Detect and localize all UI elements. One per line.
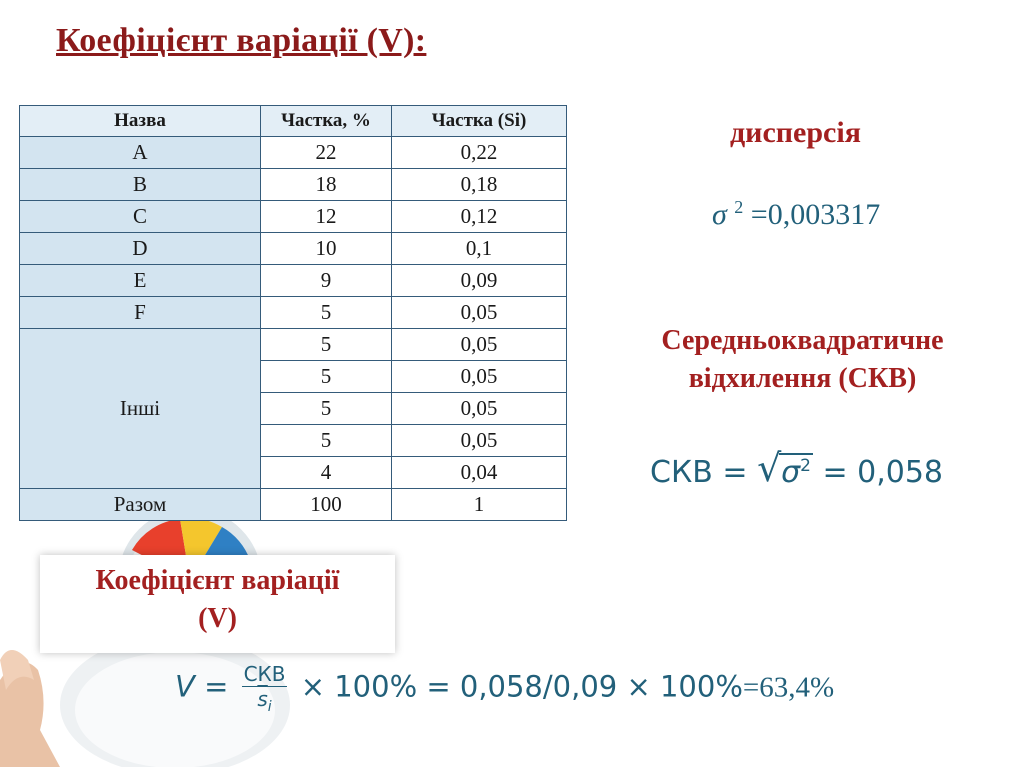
table-row	[20, 201, 567, 233]
coef-var-expression: × 100% = 0,058/0,09 × 100%	[300, 669, 743, 704]
table-cell: Разом	[20, 489, 261, 521]
std-dev-label-line2: відхилення (СКВ)	[688, 363, 917, 394]
table-cell: 5	[261, 329, 392, 361]
table-cell: 5	[261, 393, 392, 425]
table-cell: 0,05	[392, 297, 567, 329]
table-cell: 5	[261, 361, 392, 393]
column-header: Частка (Si)	[392, 106, 567, 137]
radical-icon: √	[757, 446, 782, 490]
sigma-symbol: σ	[781, 455, 801, 490]
table-cell: 0,09	[392, 265, 567, 297]
table-cell: 5	[261, 425, 392, 457]
table-cell: 0,05	[392, 361, 567, 393]
coef-var-label-line2: (V)	[198, 603, 237, 634]
variance-label: дисперсія	[730, 116, 861, 149]
table-total-row	[20, 489, 567, 521]
table-cell: C	[20, 201, 261, 233]
table-cell: 9	[261, 265, 392, 297]
table-cell: A	[20, 137, 261, 169]
variance-value: =0,003317	[750, 198, 881, 231]
std-dev-label-line1: Середньоквадратичне	[661, 325, 944, 356]
table-cell: 0,05	[392, 393, 567, 425]
table-cell: 0,18	[392, 169, 567, 201]
coef-var-result: =63,4%	[742, 671, 835, 704]
page-title: Коефіцієнт варіації (V):	[56, 22, 427, 59]
std-dev-value: = 0,058	[822, 455, 944, 490]
coef-var-label	[40, 562, 395, 638]
table-cell: 5	[261, 297, 392, 329]
table-cell: 100	[261, 489, 392, 521]
equals-sign: =	[204, 669, 229, 704]
table-cell: 0,05	[392, 425, 567, 457]
table-cell: 4	[261, 457, 392, 489]
table-cell: B	[20, 169, 261, 201]
power: 2	[800, 456, 811, 476]
fraction-numerator: СКВ	[243, 662, 286, 686]
table-cell: 0,04	[392, 457, 567, 489]
equals-sign: =	[722, 455, 748, 490]
power: 2	[734, 197, 744, 217]
table-row	[20, 329, 567, 361]
coef-var-lhs: V	[175, 669, 195, 704]
table-row	[20, 265, 567, 297]
column-header: Частка, %	[261, 106, 392, 137]
data-table	[19, 105, 567, 521]
table-cell: F	[20, 297, 261, 329]
fraction-denominator: $\overline{s}_i$	[257, 687, 272, 715]
fraction	[242, 662, 288, 715]
std-dev-label	[610, 322, 995, 398]
table-cell: 18	[261, 169, 392, 201]
table-cell: 0,22	[392, 137, 567, 169]
table-cell: 10	[261, 233, 392, 265]
group-cell-others: Інші	[20, 329, 261, 489]
table-row	[20, 233, 567, 265]
table-row	[20, 169, 567, 201]
coef-var-formula	[175, 662, 834, 715]
table-cell: 22	[261, 137, 392, 169]
variance-formula	[712, 197, 880, 232]
table-cell: 0,1	[392, 233, 567, 265]
table-row	[20, 137, 567, 169]
table-cell: 12	[261, 201, 392, 233]
table-cell: E	[20, 265, 261, 297]
column-header: Назва	[20, 106, 261, 137]
table-row	[20, 297, 567, 329]
std-dev-lhs: СКВ	[650, 455, 713, 490]
table-cell: 0,05	[392, 329, 567, 361]
coef-var-label-line1: Коефіцієнт варіації	[95, 565, 340, 596]
table-header-row	[20, 106, 567, 137]
sigma-symbol: σ	[712, 198, 727, 231]
sqrt-expression	[757, 446, 813, 490]
table-cell: D	[20, 233, 261, 265]
table-cell: 1	[392, 489, 567, 521]
table-cell: 0,12	[392, 201, 567, 233]
std-dev-formula	[650, 446, 944, 490]
